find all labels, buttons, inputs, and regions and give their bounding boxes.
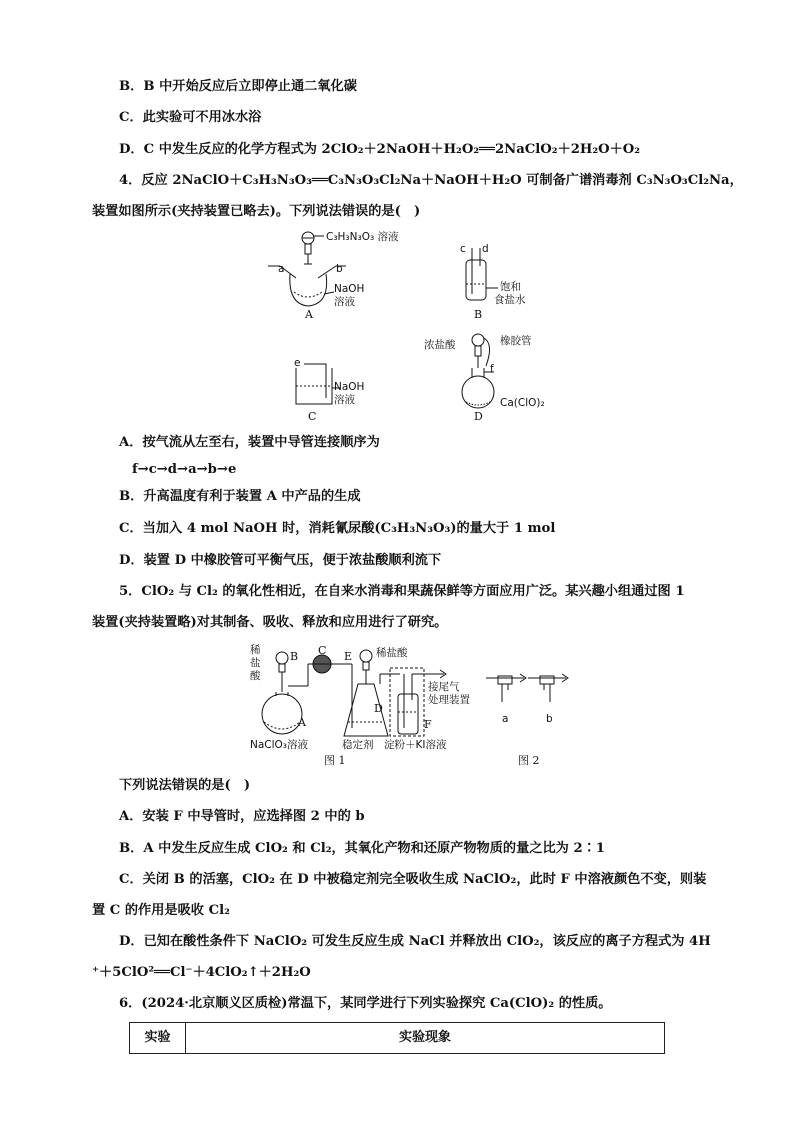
caption-b: B	[474, 308, 483, 321]
fig2-tubes	[486, 674, 568, 702]
stabilizer-label: 稳定剂	[342, 739, 374, 751]
question-5-stem-cont: 装置(夹持装置略)对其制备、吸收、释放和应用进行了研究。	[92, 615, 448, 630]
table-header-phenomenon: 实验现象	[398, 1029, 451, 1045]
option-a-q4: A．按气流从左至右，装置中导管连接顺序为	[119, 435, 380, 450]
q5-apparatus-figure	[248, 640, 588, 770]
sat-label-1: 饱和	[500, 281, 521, 293]
question-4-stem: 4．反应 2NaClO＋C₃H₃N₃O₃══C₃N₃O₃Cl₂Na＋NaOH＋H₂O 可制备广谱消毒剂 C₃N₃O₃Cl₂Na，	[119, 173, 743, 188]
label-b: b	[336, 263, 343, 275]
label-5d: D	[374, 702, 383, 715]
caclo-label: Ca(ClO)₂	[500, 397, 545, 409]
naclo3-label: NaClO₃溶液	[250, 739, 309, 751]
label-5a: A	[298, 716, 306, 729]
label-5e: E	[344, 650, 353, 663]
option-b-q5: B．A 中发生反应生成 ClO₂ 和 Cl₂，其氧化产物和还原产物物质的量之比为 2∶1	[119, 841, 605, 856]
label-c: c	[460, 243, 466, 255]
naoh-label-2: NaOH	[334, 381, 365, 393]
rubber-tube-label: 橡胶管	[500, 335, 532, 347]
option-b-q3: B．B 中开始反应后立即停止通二氧化碳	[119, 79, 357, 94]
label-f: f	[490, 363, 494, 375]
starch-ki-label: 淀粉＋KI溶液	[384, 739, 447, 751]
q4-top-label: C₃H₃N₃O₃ 溶液	[326, 231, 399, 243]
question-4-stem-cont: 装置如图所示(夹持装置已略去)。下列说法错误的是( )	[92, 204, 421, 219]
naoh-label-1b: 溶液	[334, 296, 355, 308]
label-5c: C	[318, 644, 327, 657]
naoh-label-1: NaOH	[334, 283, 365, 295]
dil-hcl-1b: 盐	[250, 657, 261, 669]
caption-fig1: 图 1	[324, 754, 346, 767]
caption-d: D	[474, 410, 483, 423]
option-d-q5: D．已知在酸性条件下 NaClO₂ 可发生反应生成 NaCl 并释放出 ClO₂，该反应的离子方程式为 4H	[119, 934, 711, 949]
tube-b-label: b	[546, 713, 553, 725]
apparatus-5d	[344, 650, 400, 736]
option-c-q5: C．关闭 B 的活塞，ClO₂ 在 D 中被稳定剂完全吸收生成 NaClO₂，此时 F 中溶液颜色不变，则装	[119, 872, 707, 887]
option-a-q4-order: f→c→d→a→b→e	[132, 462, 237, 477]
dil-hcl-1a: 稀	[250, 644, 261, 656]
question-5-ask: 下列说法错误的是( )	[119, 778, 251, 793]
tail-gas-2: 处理装置	[428, 694, 470, 706]
tail-gas-1: 接尾气	[428, 681, 460, 693]
label-a: a	[278, 263, 285, 275]
conc-hcl-label: 浓盐酸	[424, 339, 456, 351]
option-b-q4: B．升高温度有利于装置 A 中产品的生成	[119, 489, 361, 504]
q4-apparatus-figure	[260, 226, 600, 426]
caption-a: A	[305, 308, 313, 321]
label-5f: F	[424, 718, 432, 731]
dil-hcl-2: 稀盐酸	[376, 647, 408, 659]
option-d-q5-cont: ⁺＋5ClO²══Cl⁻＋4ClO₂↑＋2H₂O	[92, 965, 311, 980]
caption-fig2: 图 2	[518, 754, 540, 767]
option-c-q3: C．此实验可不用冰水浴	[119, 110, 262, 125]
dil-hcl-1c: 酸	[250, 670, 261, 682]
apparatus-b	[466, 248, 498, 300]
sat-label-2: 食盐水	[494, 294, 526, 306]
tube-a-label: a	[502, 713, 509, 725]
label-d: d	[482, 243, 489, 255]
table-header-experiment: 实验	[130, 1023, 186, 1053]
question-5-stem: 5．ClO₂ 与 Cl₂ 的氧化性相近，在自来水消毒和果蔬保鲜等方面应用广泛。某兴趣小组通过图 1	[119, 584, 685, 599]
option-c-q4: C．当加入 4 mol NaOH 时，消耗氰尿酸(C₃H₃N₃O₃)的量大于 1 mol	[119, 521, 556, 536]
caption-c: C	[308, 410, 317, 423]
label-e: e	[294, 357, 301, 369]
question-6-stem: 6．(2024·北京顺义区质检)常温下，某同学进行下列实验探究 Ca(ClO)₂ 的性质。	[119, 996, 612, 1011]
naoh-label-2b: 溶液	[334, 394, 355, 406]
option-d-q3: D．C 中发生反应的化学方程式为 2ClO₂＋2NaOH＋H₂O₂══2NaClO₂＋2H₂O＋O₂	[119, 142, 641, 157]
option-c-q5-cont: 置 C 的作用是吸收 Cl₂	[92, 903, 230, 918]
experiment-table	[129, 1022, 665, 1054]
option-d-q4: D．装置 D 中橡胶管可平衡气压，便于浓盐酸顺利流下	[119, 553, 442, 568]
option-a-q5: A．安装 F 中导管时，应选择图 2 中的 b	[119, 809, 365, 824]
label-5b: B	[290, 650, 299, 663]
